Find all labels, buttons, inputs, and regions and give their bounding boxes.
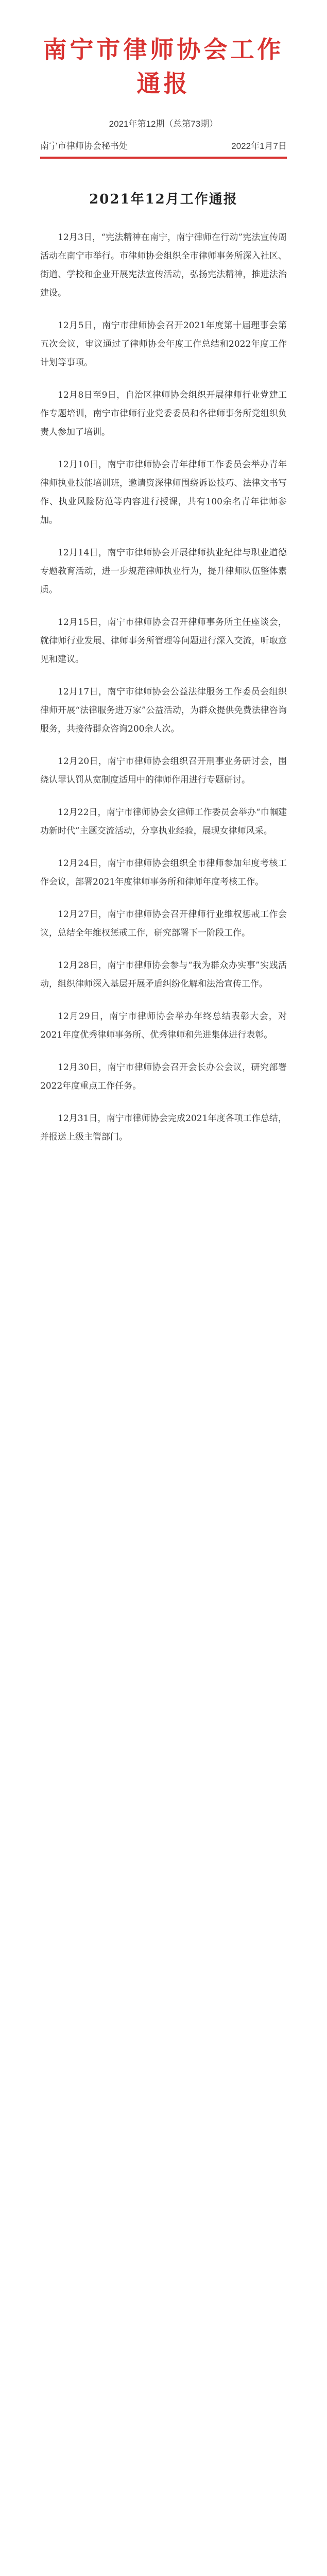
- paragraph: 12月31日，南宁市律师协会完成2021年度各项工作总结，并报送上级主管部门。: [40, 1113, 287, 1142]
- paragraph: 12月24日，南宁市律师协会组织全市律师参加年度考核工作会议，部署2021年度律师事务所和律师年度考核工作。: [40, 858, 287, 887]
- issuer-row: [40, 139, 287, 156]
- paragraph: 12月29日，南宁市律师协会举办年终总结表彰大会，对2021年度优秀律师事务所、优秀律师和先进集体进行表彰。: [40, 1011, 287, 1040]
- paragraph: 12月10日，南宁市律师协会青年律师工作委员会举办青年律师执业技能培训班，邀请资深律师围绕诉讼技巧、法律文书写作、执业风险防范等内容进行授课，共有100余名青年律师参加。: [40, 460, 287, 526]
- issuer: 南宁市律师协会秘书处: [40, 141, 128, 151]
- issue-number: 2021年第12期（总第73期）: [109, 119, 218, 129]
- paragraph: 12月27日，南宁市律师协会召开律师行业维权惩戒工作会议，总结全年维权惩戒工作，研究部署下一阶段工作。: [40, 909, 287, 938]
- paragraph: 12月22日，南宁市律师协会女律师工作委员会举办“巾帼建功新时代”主题交流活动，分享执业经验，展现女律师风采。: [40, 807, 287, 836]
- paragraph: 12月8日至9日，自治区律师协会组织开展律师行业党建工作专题培训，南宁市律师行业党委委员和各律师事务所党组织负责人参加了培训。: [40, 390, 287, 437]
- paragraph: 12月30日，南宁市律师协会召开会长办公会议，研究部署2022年度重点工作任务。: [40, 1062, 287, 1091]
- red-rule: [40, 157, 287, 159]
- masthead-title: 南宁市律师协会工作通报: [43, 36, 284, 97]
- document-body: [40, 228, 287, 1146]
- document-title: 2021年12月工作通报: [89, 192, 238, 207]
- paragraph: 12月28日，南宁市律师协会参与“我为群众办实事”实践活动，组织律师深入基层开展矛盾纠纷化解和法治宣传工作。: [40, 960, 287, 989]
- paragraph: 12月15日，南宁市律师协会召开律师事务所主任座谈会，就律师行业发展、律师事务所管理等问题进行深入交流，听取意见和建议。: [40, 617, 287, 665]
- paragraph: 12月3日，“宪法精神在南宁，南宁律师在行动”宪法宣传周活动在南宁市举行。市律师协会组织全市律师事务所深入社区、街道、学校和企业开展宪法宣传活动，弘扬宪法精神，推进法治建设。: [40, 232, 287, 298]
- issue-date: 2022年1月7日: [231, 141, 287, 151]
- paragraph: 12月5日，南宁市律师协会召开2021年度第十届理事会第五次会议，审议通过了律师协会年度工作总结和2022年度工作计划等事项。: [40, 320, 287, 368]
- paragraph: 12月17日，南宁市律师协会公益法律服务工作委员会组织律师开展“法律服务进万家”公益活动，为群众提供免费法律咨询服务，共接待群众咨询200余人次。: [40, 687, 287, 734]
- paragraph: 12月14日，南宁市律师协会开展律师执业纪律与职业道德专题教育活动，进一步规范律师执业行为，提升律师队伍整体素质。: [40, 548, 287, 595]
- paragraph: 12月20日，南宁市律师协会组织召开刑事业务研讨会，围绕认罪认罚从宽制度适用中的律师作用进行专题研讨。: [40, 756, 287, 785]
